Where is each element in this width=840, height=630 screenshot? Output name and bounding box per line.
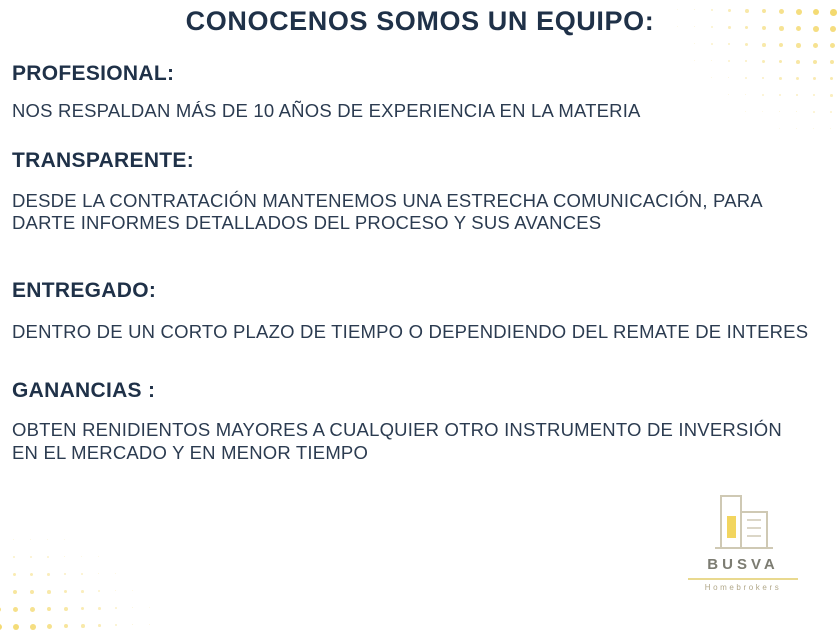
- content-body: [12, 56, 812, 470]
- logo-name: BUSVA: [707, 556, 779, 573]
- section-ganancias: [12, 379, 812, 464]
- section-text: DESDE LA CONTRATACIÓN MANTENEMOS UNA ESTRECHA COMUNICACIÓN, PARA DARTE INFORMES DETALLADOS DEL PROCESO Y SUS AVANCES: [12, 189, 762, 234]
- logo-tagline: Homebrokers: [704, 583, 782, 592]
- section-heading: ENTREGADO:: [12, 278, 157, 302]
- section-text: OBTEN RENIDIENTOS MAYORES A CUALQUIER OTRO INSTRUMENTO DE INVERSIÓN EN EL MERCADO Y EN MENOR TIEMPO: [12, 419, 782, 463]
- section-text: DENTRO DE UN CORTO PLAZO DE TIEMPO O DEPENDIENDO DEL REMATE DE INTERES: [12, 320, 809, 342]
- section-heading: TRANSPARENTE:: [12, 148, 195, 172]
- section-entregado: [12, 279, 812, 344]
- logo-divider: [688, 578, 798, 580]
- logo: [680, 490, 806, 592]
- section-profesional: [12, 62, 812, 123]
- building-icon: [695, 490, 791, 552]
- section-text: NOS RESPALDAN MÁS DE 10 AÑOS DE EXPERIENCIA EN LA MATERIA: [12, 100, 641, 121]
- section-heading: GANANCIAS :: [12, 379, 156, 403]
- dot-pattern-bottom-left-icon: [0, 516, 180, 630]
- page-title: CONOCENOS SOMOS UN EQUIPO:: [185, 6, 655, 36]
- section-heading: PROFESIONAL:: [12, 62, 175, 85]
- section-transparente: [12, 149, 812, 235]
